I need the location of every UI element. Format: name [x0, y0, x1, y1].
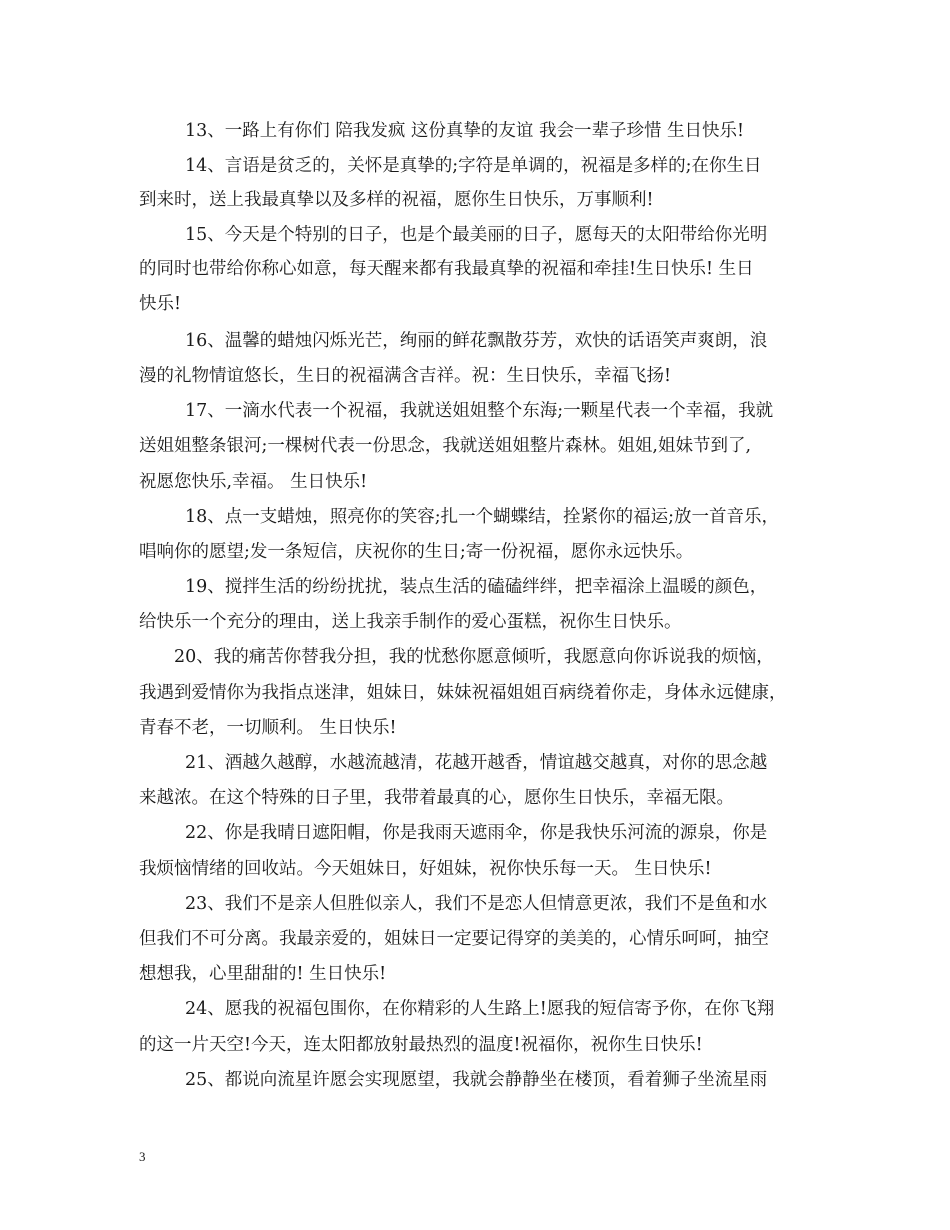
text-line: 15、今天是个特别的日子，也是个最美丽的日子，愿每天的太阳带给你光明	[185, 225, 768, 245]
text-line: 22、你是我晴日遮阳帽，你是我雨天遮雨伞，你是我快乐河流的源泉，你是	[185, 823, 768, 843]
text-line: 13、一路上有你们 陪我发疯 这份真挚的友谊 我会一辈子珍惜 生日快乐!	[185, 121, 745, 141]
text-line: 20、我的痛苦你替我分担，我的忧愁你愿意倾听，我愿意向你诉说我的烦恼，	[174, 647, 774, 667]
text-line: 但我们不可分离。我最亲爱的，姐妹日一定要记得穿的美美的，心情乐呵呵，抽空	[139, 929, 769, 949]
text-line: 17、一滴水代表一个祝福，我就送姐姐整个东海;一颗星代表一个幸福，我就	[185, 401, 774, 421]
text-line: 14、言语是贫乏的，关怀是真挚的;字符是单调的，祝福是多样的;在你生日	[185, 156, 762, 176]
text-line: 我遇到爱情你为我指点迷津，姐妹日，妹妹祝福姐姐百病绕着你走，身体永远健康，	[139, 683, 787, 703]
text-line: 16、温馨的蜡烛闪烁光芒，绚丽的鲜花飘散芬芳，欢快的话语笑声爽朗，浪	[185, 331, 768, 351]
text-line: 青春不老，一切顺利。 生日快乐!	[139, 718, 397, 738]
text-line: 给快乐一个充分的理由，送上我亲手制作的爱心蛋糕，祝你生日快乐。	[139, 612, 682, 632]
text-line: 想想我，心里甜甜的! 生日快乐!	[139, 964, 387, 984]
text-line: 的这一片天空!今天，连太阳都放射最热烈的温度!祝福你，祝你生日快乐!	[139, 1035, 703, 1055]
text-line: 21、酒越久越醇，水越流越清，花越开越香，情谊越交越真，对你的思念越	[185, 753, 768, 773]
text-line: 我烦恼情绪的回收站。今天姐妹日，好姐妹，祝你快乐每一天。 生日快乐!	[139, 859, 712, 879]
text-line: 23、我们不是亲人但胜似亲人，我们不是恋人但情意更浓，我们不是鱼和水	[185, 894, 768, 914]
text-line: 来越浓。在这个特殊的日子里，我带着最真的心，愿你生日快乐，幸福无限。	[139, 788, 734, 808]
text-line: 的同时也带给你称心如意，每天醒来都有我最真挚的祝福和牵挂!生日快乐! 生日	[139, 259, 754, 279]
text-line: 送姐姐整条银河;一棵树代表一份思念，我就送姐姐整片森林。姐姐,姐妹节到了,	[139, 436, 752, 456]
text-line: 到来时，送上我最真挚以及多样的祝福，愿你生日快乐，万事顺利!	[139, 190, 654, 210]
text-line: 快乐!	[139, 294, 182, 314]
page-number: 3	[139, 1149, 146, 1164]
text-line: 祝愿您快乐,幸福。 生日快乐!	[139, 472, 368, 492]
text-line: 24、愿我的祝福包围你，在你精彩的人生路上!愿我的短信寄予你，在你飞翔	[185, 999, 775, 1019]
text-line: 19、搅拌生活的纷纷扰扰，装点生活的磕磕绊绊，把幸福涂上温暖的颜色，	[185, 577, 768, 597]
text-line: 25、都说向流星许愿会实现愿望，我就会静静坐在楼顶，看着狮子坐流星雨	[185, 1070, 768, 1090]
text-line: 18、点一支蜡烛，照亮你的笑容;扎一个蝴蝶结，拴紧你的福运;放一首音乐，	[185, 507, 780, 527]
text-line: 漫的礼物情谊悠长，生日的祝福满含吉祥。祝：生日快乐，幸福飞扬!	[139, 366, 672, 386]
text-line: 唱响你的愿望;发一条短信，庆祝你的生日;寄一份祝福，愿你永远快乐。	[139, 542, 694, 562]
